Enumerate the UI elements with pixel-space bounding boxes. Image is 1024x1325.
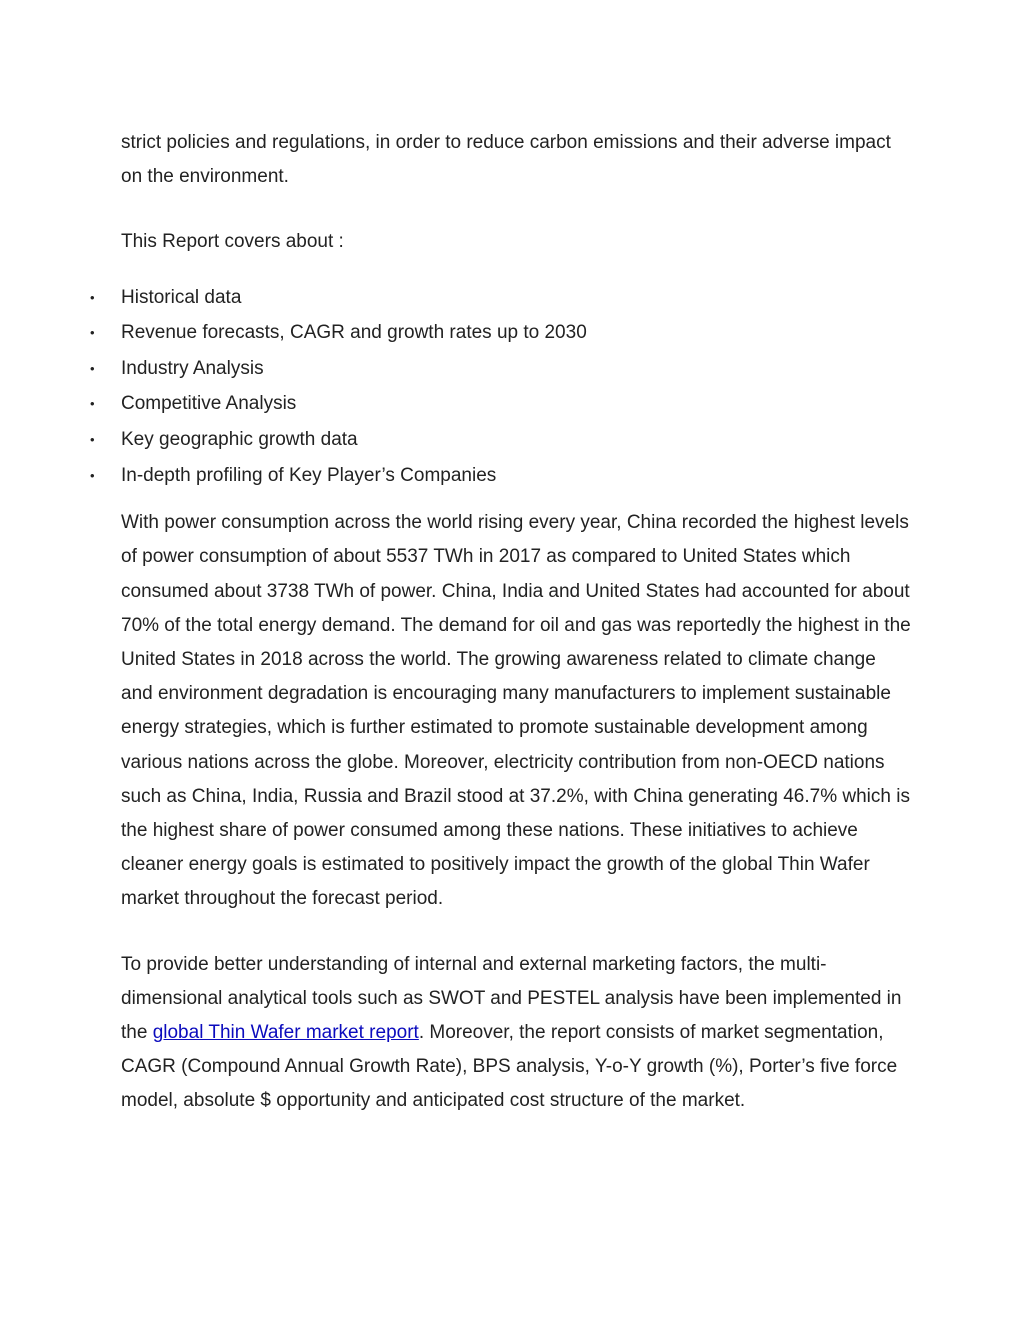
bullet-icon: • bbox=[90, 431, 95, 447]
market-report-link[interactable]: global Thin Wafer market report bbox=[152, 1022, 419, 1044]
report-covers-list bbox=[90, 280, 911, 494]
list-item-text: Competitive Analysis bbox=[121, 393, 297, 415]
list-item-text: Key geographic growth data bbox=[121, 428, 358, 450]
bullet-icon: • bbox=[90, 325, 95, 341]
list-item-text: Historical data bbox=[121, 286, 242, 308]
list-item bbox=[90, 458, 911, 494]
list-item bbox=[90, 386, 911, 422]
bullet-icon: • bbox=[90, 289, 95, 305]
list-item-text: Industry Analysis bbox=[121, 357, 264, 379]
power-consumption-paragraph: With power consumption across the world rising every year, China recorded the highest levels of power consumption of about 5537 TWh in 2017 as compared to United States which consumed about 3738 TWh of power. China, India and United States had accounted for about 70% of the total energy demand. The demand for oil and gas was reportedly the highest in the United States in 2018 across the world. The growing awareness related to climate change and environment degradation is encouraging many manufacturers to implement sustainable energy strategies, which is further estimated to promote sustainable development among various nations across the globe. Moreover, electricity contribution from non-OECD nations such as China, India, Russia and Brazil stood at 37.2%, with China generating 46.7% which is the highest share of power consumed among these nations. These initiatives to achieve cleaner energy goals is estimated to positively impact the growth of the global Thin Wafer market throughout the forecast period. bbox=[121, 512, 911, 910]
list-item-text: Revenue forecasts, CAGR and growth rates up to 2030 bbox=[121, 322, 587, 344]
list-item bbox=[90, 351, 911, 387]
intro-paragraph: strict policies and regulations, in order to reduce carbon emissions and their adverse impact on the environment. bbox=[121, 132, 891, 188]
document-body bbox=[90, 126, 911, 1119]
report-covers-heading: This Report covers about : bbox=[121, 231, 344, 253]
list-item bbox=[90, 422, 911, 458]
bullet-icon: • bbox=[90, 360, 95, 376]
bullet-icon: • bbox=[90, 467, 95, 483]
list-item bbox=[90, 280, 911, 316]
tools-paragraph-text-before-link: To provide better understanding of internal and external marketing factors, the multi-dimensional analytical tools such as SWOT and PESTEL analysis have been implemented in the bbox=[121, 953, 902, 1044]
bullet-icon: • bbox=[90, 396, 95, 412]
list-item bbox=[90, 315, 911, 351]
tools-paragraph-text-after-link: . Moreover, the report consists of market segmentation, CAGR (Compound Annual Growth Rate), BPS analysis, Y-o-Y growth (%), Porter’s five force model, absolute $ opportunity and anticipated cost structure of the market. bbox=[121, 1022, 898, 1112]
analytical-tools-paragraph bbox=[121, 948, 911, 1119]
list-item-text: In-depth profiling of Key Player’s Companies bbox=[121, 464, 497, 486]
